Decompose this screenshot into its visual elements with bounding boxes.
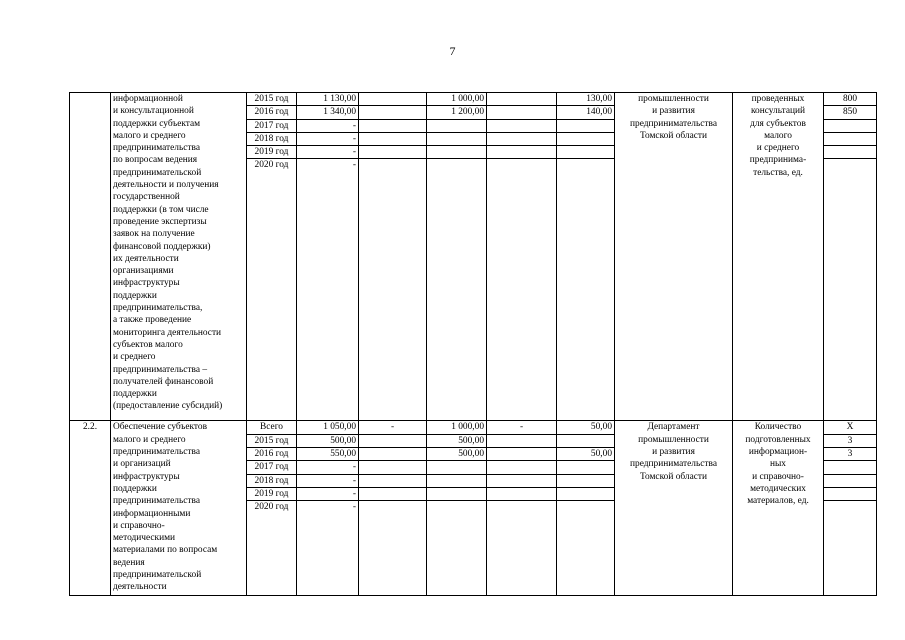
local-budget-cell [487,146,557,159]
year-cell: 2020 год [247,501,297,596]
total-cell: 500,00 [297,434,359,447]
indicator-value-cell: 850 [824,106,877,119]
total-cell: - [297,159,359,421]
item-number: 2.2. [70,421,111,596]
total-cell: 1 050,00 [297,421,359,434]
extrabudget-cell [557,474,615,487]
regional-budget-cell [427,146,487,159]
local-budget-cell [487,434,557,447]
local-budget-cell: - [487,421,557,434]
local-budget-cell [487,448,557,461]
year-cell: 2019 год [247,146,297,159]
extrabudget-cell: 140,00 [557,106,615,119]
federal-budget-cell [359,159,427,421]
indicator-cell: Количество подготовленных информацион- ных и справочно- методических материалов, ед. [733,421,824,596]
federal-budget-cell [359,487,427,500]
item-number [70,93,111,421]
table-body [70,93,877,596]
extrabudget-cell [557,434,615,447]
total-cell: 1 130,00 [297,93,359,106]
executor-cell: промышленности и развития предпринимательства Томской области [615,93,733,421]
extrabudget-cell [557,487,615,500]
regional-budget-cell [427,461,487,474]
regional-budget-cell [427,119,487,132]
local-budget-cell [487,487,557,500]
total-cell: - [297,487,359,500]
federal-budget-cell [359,132,427,145]
regional-budget-cell [427,132,487,145]
federal-budget-cell [359,146,427,159]
indicator-value-cell [824,501,877,596]
federal-budget-cell [359,93,427,106]
local-budget-cell [487,119,557,132]
extrabudget-cell [557,501,615,596]
year-cell: 2020 год [247,159,297,421]
extrabudget-cell [557,159,615,421]
federal-budget-cell [359,448,427,461]
year-cell: 2019 год [247,487,297,500]
indicator-value-cell [824,159,877,421]
regional-budget-cell [427,487,487,500]
local-budget-cell [487,106,557,119]
indicator-value-cell [824,474,877,487]
year-cell: Всего [247,421,297,434]
federal-budget-cell [359,434,427,447]
total-cell: - [297,119,359,132]
indicator-value-cell [824,132,877,145]
table-row [70,421,877,434]
executor-cell: Департамент промышленности и развития предпринимательства Томской области [615,421,733,596]
year-cell: 2015 год [247,93,297,106]
total-cell: - [297,132,359,145]
total-cell: - [297,461,359,474]
local-budget-cell [487,501,557,596]
indicator-value-cell [824,119,877,132]
indicator-value-cell [824,487,877,500]
indicator-value-cell: X [824,421,877,434]
regional-budget-cell: 1 000,00 [427,93,487,106]
total-cell: 550,00 [297,448,359,461]
local-budget-cell [487,474,557,487]
extrabudget-cell: 130,00 [557,93,615,106]
total-cell: - [297,501,359,596]
year-cell: 2017 год [247,119,297,132]
indicator-value-cell: 3 [824,434,877,447]
regional-budget-cell [427,159,487,421]
program-table [69,92,877,596]
federal-budget-cell [359,119,427,132]
year-cell: 2018 год [247,132,297,145]
local-budget-cell [487,132,557,145]
extrabudget-cell [557,461,615,474]
year-cell: 2017 год [247,461,297,474]
regional-budget-cell [427,474,487,487]
indicator-value-cell [824,461,877,474]
indicator-cell: проведенных консультаций для субъектов малого и среднего предпринима- тельства, ед. [733,93,824,421]
extrabudget-cell: 50,00 [557,448,615,461]
local-budget-cell [487,461,557,474]
table-row [70,93,877,106]
year-cell: 2015 год [247,434,297,447]
local-budget-cell [487,93,557,106]
federal-budget-cell [359,474,427,487]
extrabudget-cell [557,119,615,132]
regional-budget-cell: 500,00 [427,448,487,461]
indicator-value-cell: 3 [824,448,877,461]
regional-budget-cell: 1 200,00 [427,106,487,119]
item-name: информационной и консультационной поддержки субъектам малого и среднего предпринимательства по вопросам ведения предпринимательской деятельности и получения государственной поддержки (в том числе проведение экспертизы заявок на получение финансовой поддержки) их деятельности организациями инфраструктуры поддержки предпринимательства, а также проведение мониторинга деятельности субъектов малого и среднего предпринимательства – получателей финансовой поддержки (предоставление субсидий) [111,93,247,421]
indicator-value-cell [824,146,877,159]
extrabudget-cell: 50,00 [557,421,615,434]
federal-budget-cell: - [359,421,427,434]
regional-budget-cell: 500,00 [427,434,487,447]
year-cell: 2016 год [247,448,297,461]
local-budget-cell [487,159,557,421]
total-cell: 1 340,00 [297,106,359,119]
federal-budget-cell [359,501,427,596]
page-number: 7 [449,44,456,58]
year-cell: 2018 год [247,474,297,487]
regional-budget-cell: 1 000,00 [427,421,487,434]
total-cell: - [297,474,359,487]
indicator-value-cell: 800 [824,93,877,106]
regional-budget-cell [427,501,487,596]
extrabudget-cell [557,146,615,159]
item-name: Обеспечение субъектов малого и среднего предпринимательства и организаций инфраструктуры поддержки предпринимательства информационными и справочно- методическими материалами по вопросам ведения предпринимательской деятельности [111,421,247,596]
extrabudget-cell [557,132,615,145]
year-cell: 2016 год [247,106,297,119]
federal-budget-cell [359,106,427,119]
total-cell: - [297,146,359,159]
federal-budget-cell [359,461,427,474]
